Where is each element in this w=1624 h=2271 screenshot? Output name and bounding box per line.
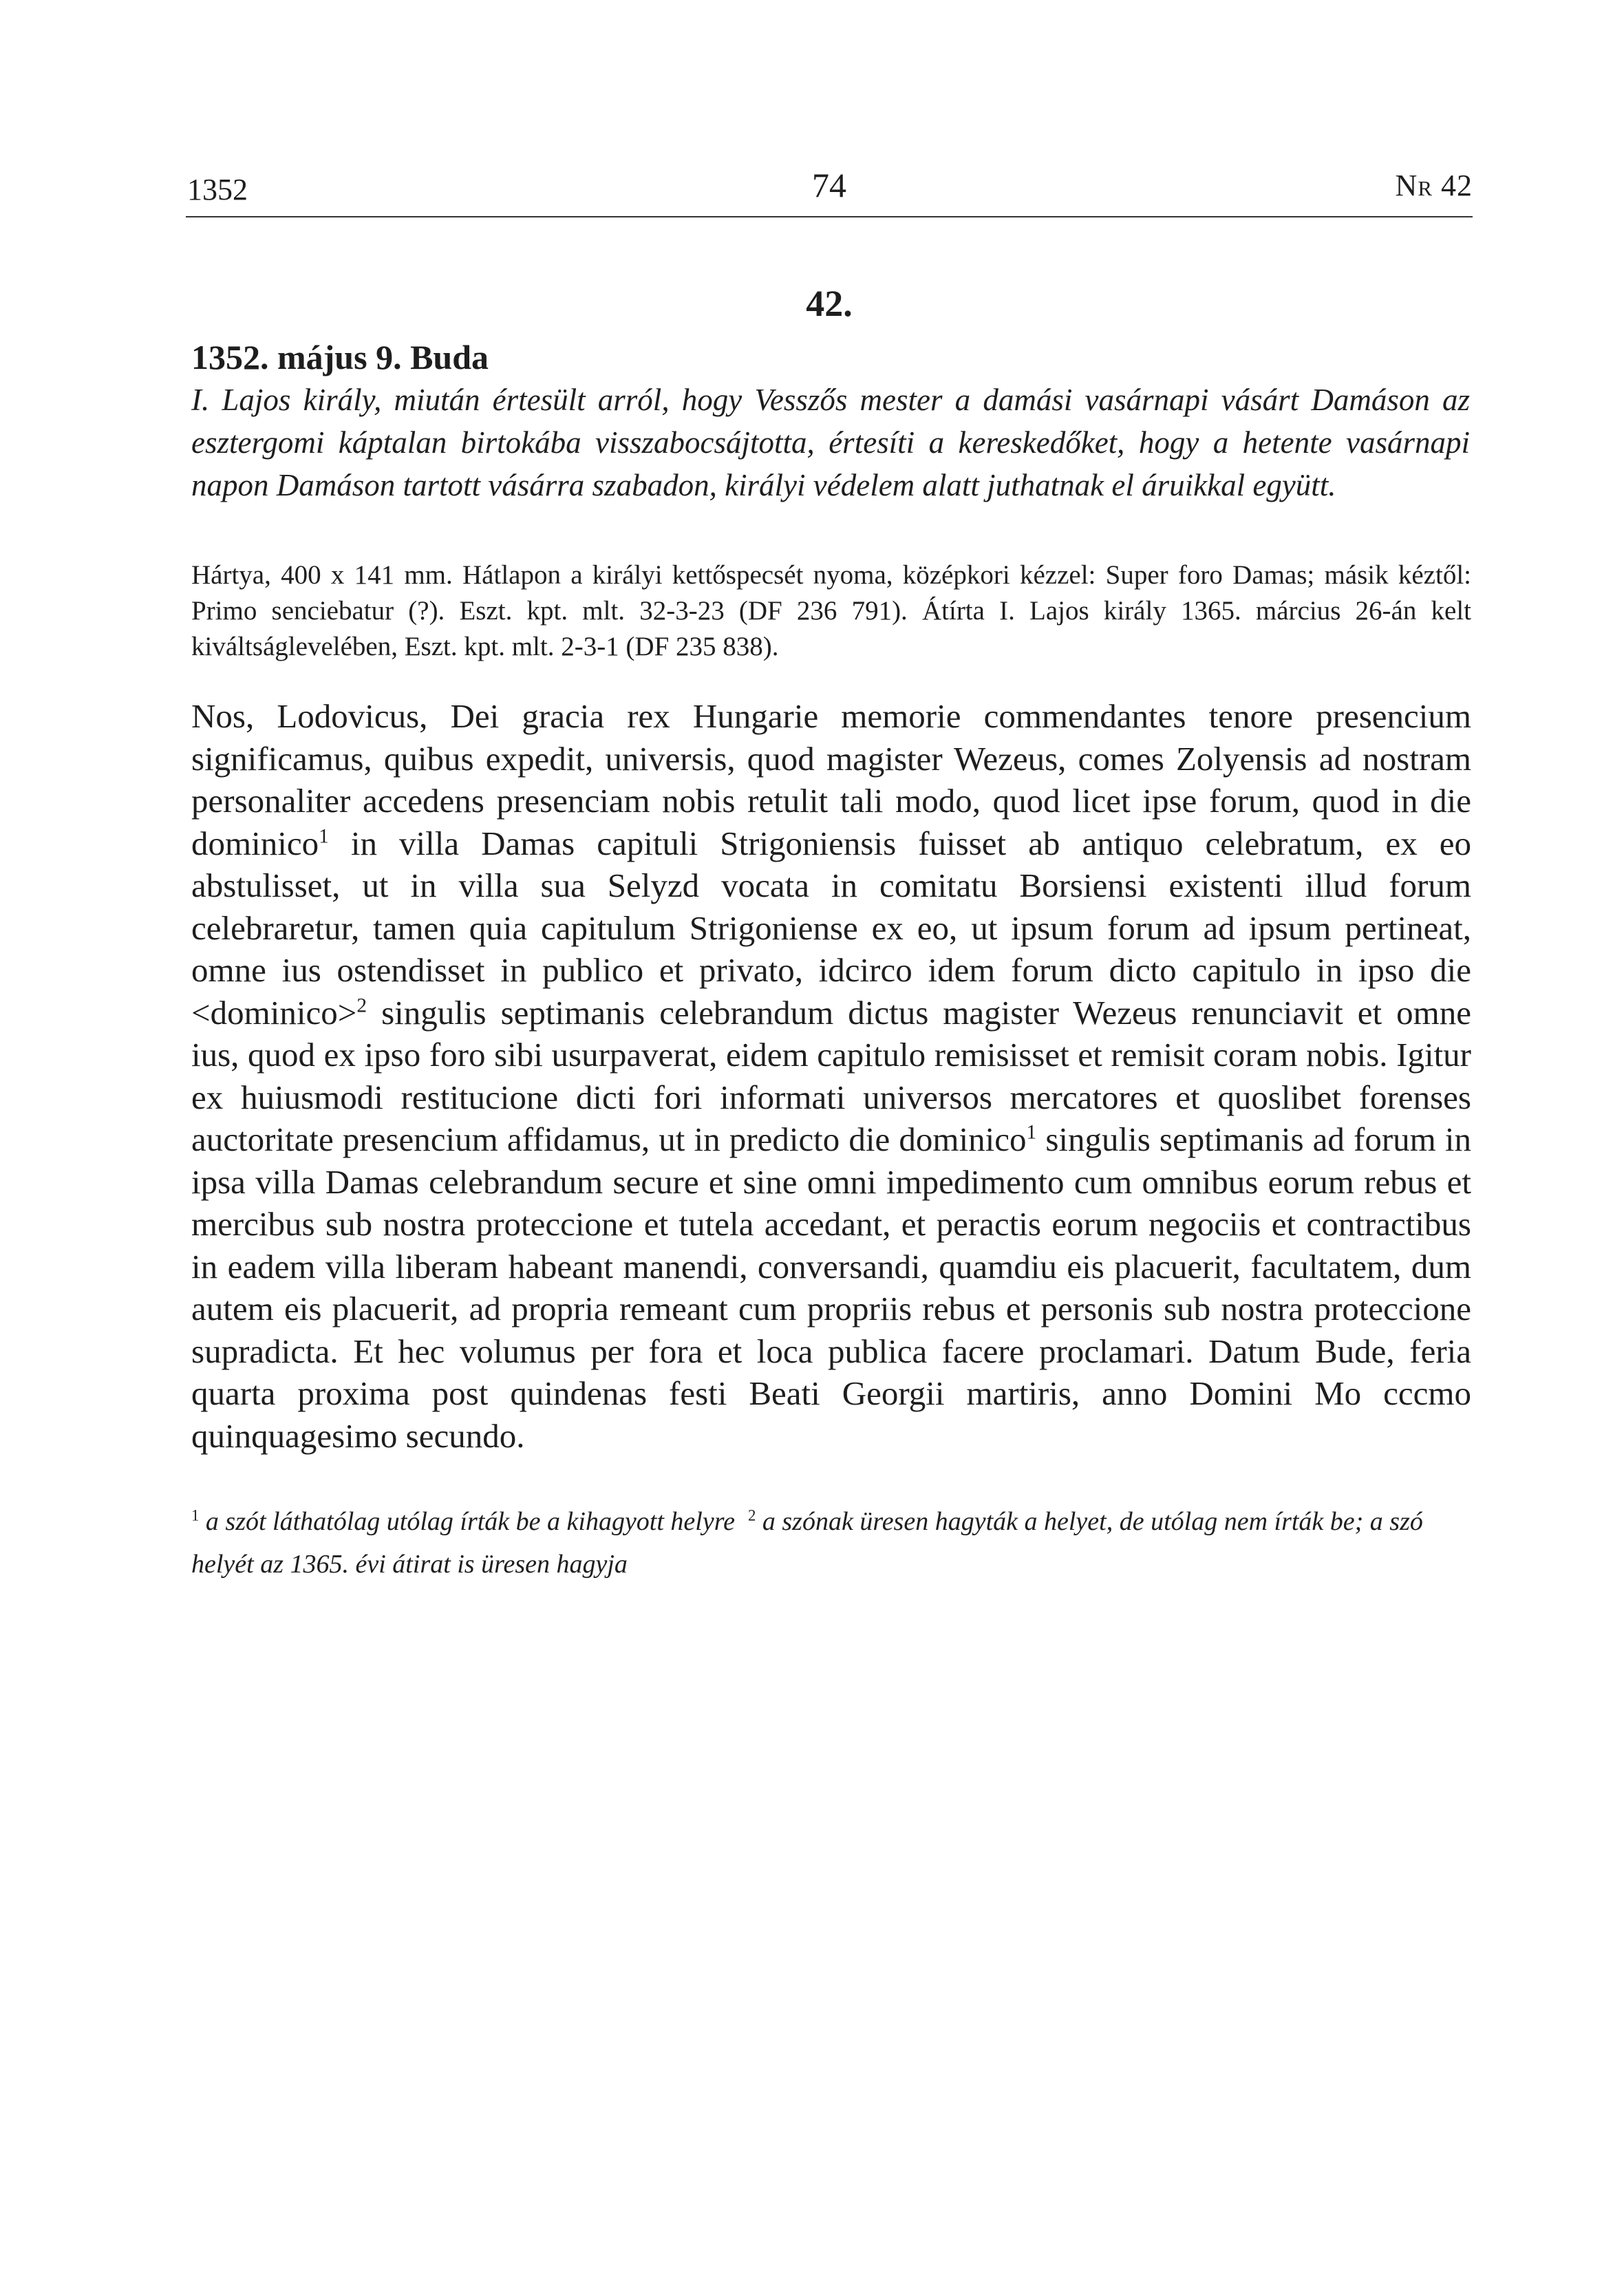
charter-text xyxy=(191,695,1471,1457)
charter-text-segment: in villa Damas capituli Strigoniensis fuisset ab antiquo celebratum, ex eo abstulisset, ut in villa sua Selyzd vocata in comitatu Borsiensi existenti illud forum celebraretur, tamen quia capitulum Strigoniense ex eo, ut ipsum forum ad ipsum pertineat, omne ius ostendisset in publico et privato, idcirco idem forum dicto capitulo in ipso die <dominico> xyxy=(191,824,1471,1032)
footnote-text: a szónak üresen hagyták a helyet, de utólag nem írták be; a szó helyét az 1365. évi átirat is üresen hagyja xyxy=(191,1507,1423,1579)
entry-number: 42. xyxy=(806,283,853,324)
header-year: 1352 xyxy=(187,173,248,206)
footnotes xyxy=(191,1500,1471,1586)
running-head xyxy=(186,165,1473,220)
footnote-marker: 1 xyxy=(191,1506,200,1524)
entry-regest: I. Lajos király, miután értesült arról, hogy Vesszős mester a damási vasárnapi vásárt Damáson az esztergomi káptalan birtokába visszabocsájtotta, értesíti a kereskedőket, hogy a hetente vasárnapi napon Damáson tartott vásárra szabadon, királyi védelem alatt juthatnak el áruikkal együtt. xyxy=(191,383,1470,502)
footnote-ref: 1 xyxy=(319,825,329,848)
charter-text-segment: singulis septimanis celebrandum dictus magister Wezeus renunciavit et omne ius, quod ex ipso foro sibi usurpaverat, eidem capitulo remisisset et remisit coram nobis. Igitur ex huiusmodi restitucione dicti fori informati universos mercatores et quoslibet forenses auctoritate presencium affidamus, ut in predicto die dominico xyxy=(191,993,1471,1158)
entry-date: 1352. május 9. Buda xyxy=(191,338,489,376)
charter-text-segment: singulis septimanis ad forum in ipsa villa Damas celebrandum secure et sine omni impedimento cum omnibus eorum rebus et mercibus sub nostra proteccione et tutela accedant, et peractis eorum negociis et contractibus in eadem villa liberam habeant manendi, conversandi, quamdiu eis placuerit, facultatem, dum autem eis placuerit, ad propria remeant cum propriis rebus et personis sub nostra proteccione supradicta. Et hec volumus per fora et loca publica facere proclamari. Datum Bude, feria quarta proxima post quindenas festi Beati Georgii martiris, anno Domini Mo cccmo quinquagesimo secundo. xyxy=(191,1120,1471,1455)
footnote-ref: 2 xyxy=(356,994,367,1017)
header-entry-ref: Nr 42 xyxy=(1395,169,1473,202)
charter-text-segment: Nos, Lodovicus, Dei gracia rex Hungarie memorie commendantes tenore presencium significamus, quibus expedit, universis, quod magister Wezeus, comes Zolyensis ad nostram personaliter accedens presenciam nobis retulit tali modo, quod licet ipse forum, quod in die dominico xyxy=(191,697,1471,862)
entry-description: Hártya, 400 x 141 mm. Hátlapon a királyi kettőspecsét nyoma, középkori kézzel: Super foro Damas; másik kéztől: Primo senciebatur (?). Eszt. kpt. mlt. 32-3-23 (DF 236 791). Átírta I. Lajos király 1365. március 26-án kelt kiváltságlevelében, Eszt. kpt. mlt. 2-3-1 (DF 235 838). xyxy=(191,560,1471,661)
footnote-text: a szót láthatólag utólag írták be a kihagyott helyre xyxy=(205,1507,735,1536)
footnote-ref: 1 xyxy=(1026,1121,1037,1144)
header-rule xyxy=(186,216,1473,217)
footnote-marker: 2 xyxy=(747,1506,756,1524)
page-number: 74 xyxy=(812,166,846,204)
